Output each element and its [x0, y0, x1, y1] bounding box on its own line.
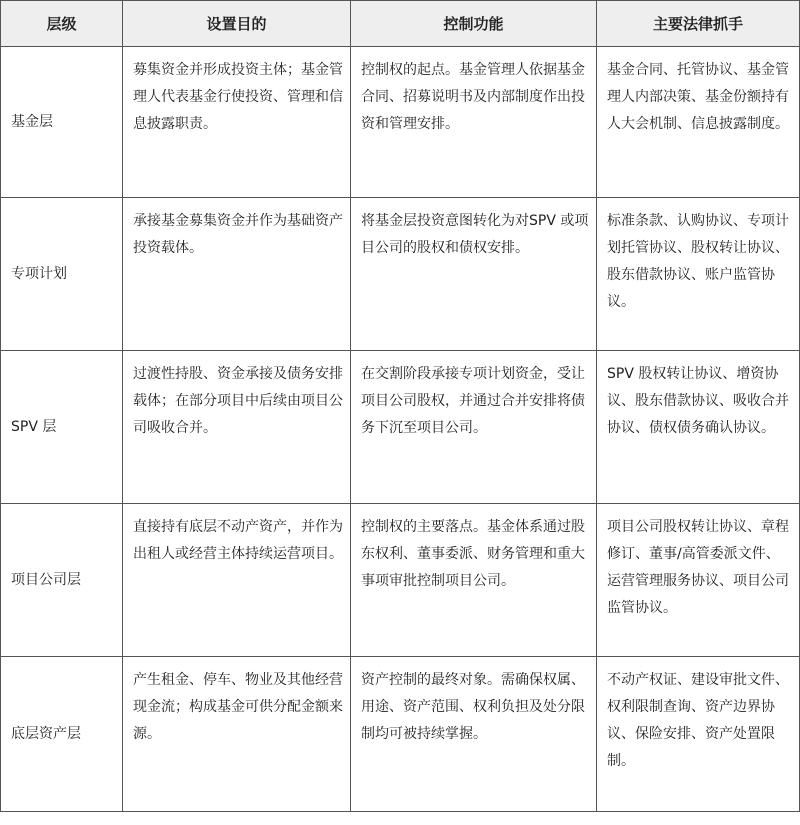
cell-control: 在交割阶段承接专项计划资金，受让项目公司股权，并通过合并安排将债务下沉至项目公司。	[351, 351, 597, 504]
table-row	[1, 351, 800, 504]
cell-purpose: 产生租金、停车、物业及其他经营现金流；构成基金可供分配金额来源。	[123, 657, 351, 812]
header-control: 控制功能	[351, 1, 597, 47]
header-row	[1, 1, 800, 47]
cell-level: 底层资产层	[1, 657, 123, 812]
cell-legal: 不动产权证、建设审批文件、权利限制查询、资产边界协议、保险安排、资产处置限制。	[597, 657, 800, 812]
cell-level: SPV 层	[1, 351, 123, 504]
cell-control: 控制权的起点。基金管理人依据基金合同、招募说明书及内部制度作出投资和管理安排。	[351, 47, 597, 198]
cell-purpose: 募集资金并形成投资主体；基金管理人代表基金行使投资、管理和信息披露职责。	[123, 47, 351, 198]
cell-level: 专项计划	[1, 198, 123, 351]
table-row	[1, 657, 800, 812]
cell-control: 将基金层投资意图转化为对SPV 或项目公司的股权和债权安排。	[351, 198, 597, 351]
cell-purpose: 直接持有底层不动产资产，并作为出租人或经营主体持续运营项目。	[123, 504, 351, 657]
cell-control: 控制权的主要落点。基金体系通过股东权利、董事委派、财务管理和重大事项审批控制项目公司。	[351, 504, 597, 657]
cell-level: 项目公司层	[1, 504, 123, 657]
cell-level: 基金层	[1, 47, 123, 198]
table-row	[1, 504, 800, 657]
header-legal: 主要法律抓手	[597, 1, 800, 47]
cell-legal: 项目公司股权转让协议、章程修订、董事/高管委派文件、运营管理服务协议、项目公司监管协议。	[597, 504, 800, 657]
table-row	[1, 198, 800, 351]
header-level: 层级	[1, 1, 123, 47]
cell-purpose: 承接基金募集资金并作为基础资产投资载体。	[123, 198, 351, 351]
table-row	[1, 47, 800, 198]
cell-legal: 标准条款、认购协议、专项计划托管协议、股权转让协议、股东借款协议、账户监管协议。	[597, 198, 800, 351]
cell-control: 资产控制的最终对象。需确保权属、用途、资产范围、权利负担及处分限制均可被持续掌握。	[351, 657, 597, 812]
cell-purpose: 过渡性持股、资金承接及债务安排载体；在部分项目中后续由项目公司吸收合并。	[123, 351, 351, 504]
cell-legal: SPV 股权转让协议、增资协议、股东借款协议、吸收合并协议、债权债务确认协议。	[597, 351, 800, 504]
cell-legal: 基金合同、托管协议、基金管理人内部决策、基金份额持有人大会机制、信息披露制度。	[597, 47, 800, 198]
header-purpose: 设置目的	[123, 1, 351, 47]
